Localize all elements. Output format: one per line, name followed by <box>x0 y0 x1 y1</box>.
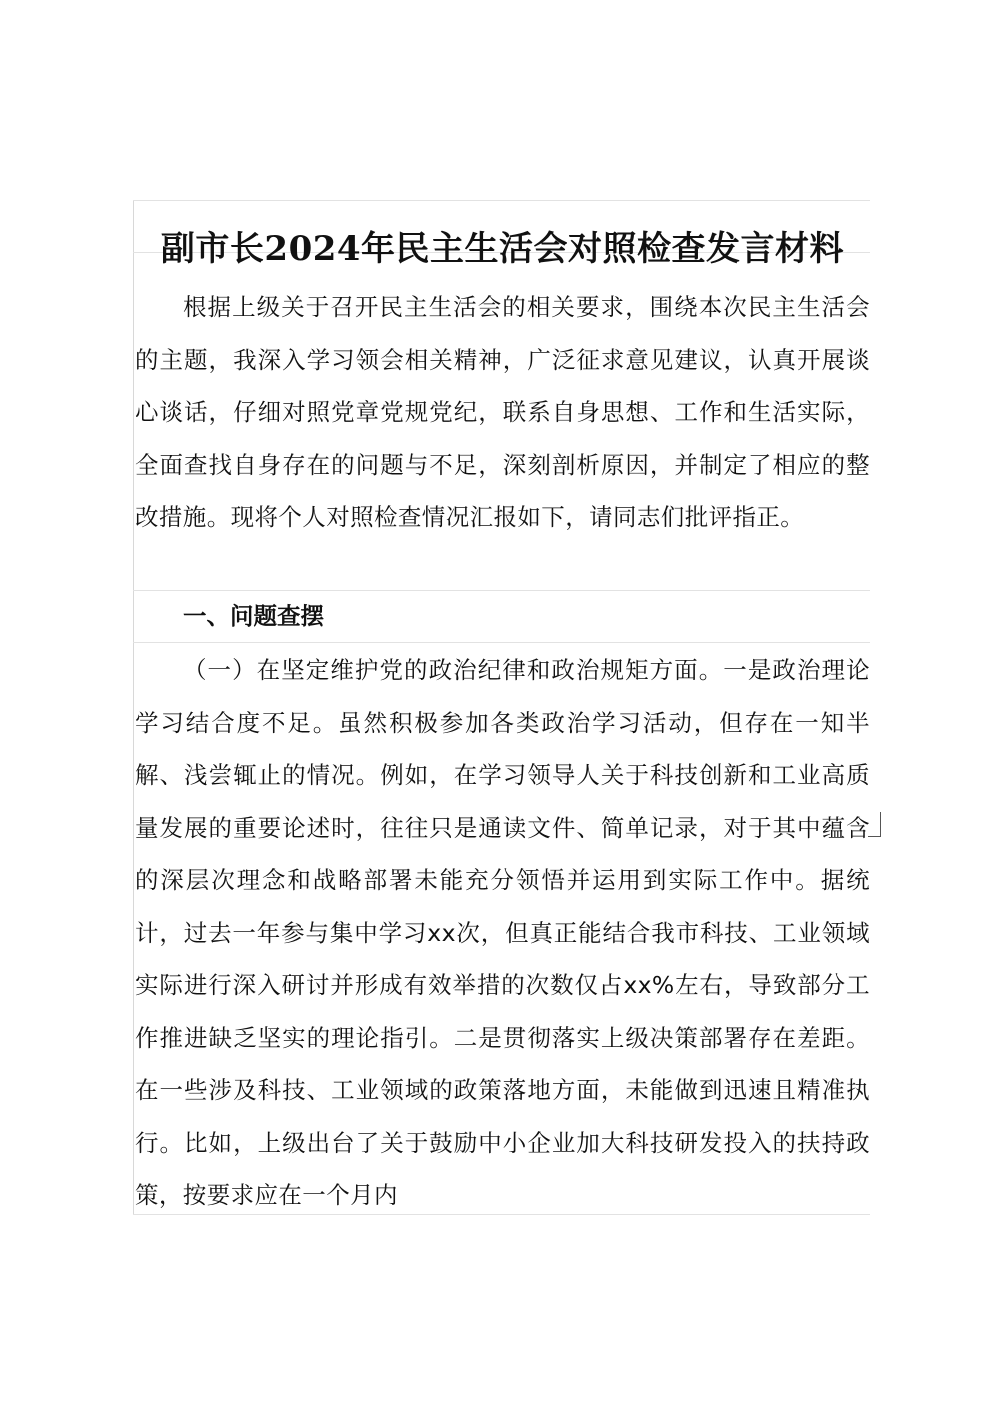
heading-divider <box>133 642 870 643</box>
text-area-top-border <box>133 200 870 201</box>
section-heading: 一、问题查摆 <box>183 602 324 630</box>
document-title: 副市长2024年民主生活会对照检查发言材料 <box>160 228 845 269</box>
text-boundary-mark <box>868 812 881 837</box>
intro-paragraph: 根据上级关于召开民主生活会的相关要求，围绕本次民主生活会的主题，我深入学习领会相关精神，广泛征求意见建议，认真开展谈心谈话，仔细对照党章党规党纪，联系自身思想、工作和生活实际，全面查找自身存在的问题与不足，深刻剖析原因，并制定了相应的整改措施。现将个人对照检查情况汇报如下，请同志们批评指正。 <box>135 293 870 531</box>
section-paragraph: （一）在坚定维护党的政治纪律和政治规矩方面。一是政治理论学习结合度不足。虽然积极参加各类政治学习活动，但存在一知半解、浅尝辄止的情况。例如，在学习领导人关于科技创新和工业高质量发展的重要论述时，往往只是通读文件、简单记录，对于其中蕴含的深层次理念和战略部署未能充分领悟并运用到实际工作中。据统计，过去一年参与集中学习xx次，但真正能结合我市科技、工业领域实际进行深入研讨并形成有效举措的次数仅占xx%左右，导致部分工作推进缺乏坚实的理论指引。二是贯彻落实上级决策部署存在差距。在一些涉及科技、工业领域的政策落地方面，未能做到迅速且精准执行。比如，上级出台了关于鼓励中小企业加大科技研发投入的扶持政策，按要求应在一个月内 <box>135 656 870 1209</box>
text-area-left-border <box>133 200 134 1215</box>
